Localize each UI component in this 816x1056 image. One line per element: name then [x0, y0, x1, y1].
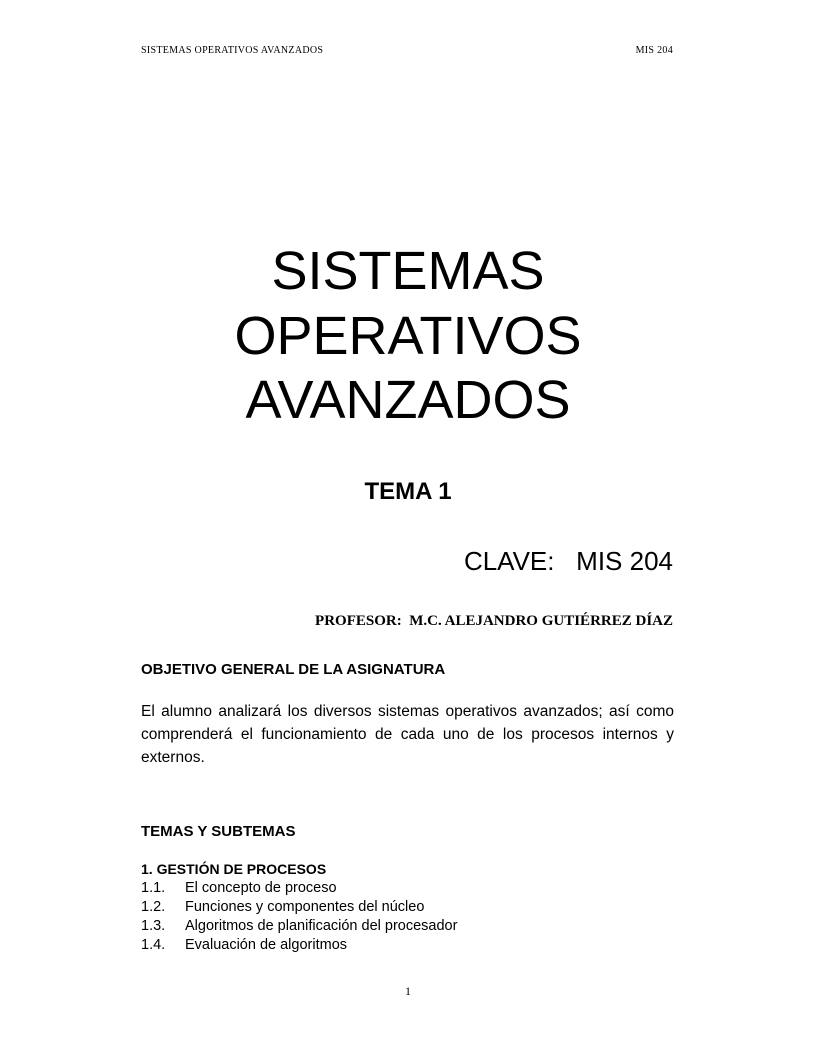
document-title-line-3: AVANZADOS — [245, 370, 571, 430]
subtopic-text: Evaluación de algoritmos — [185, 937, 348, 953]
tema-heading: TEMA 1 — [364, 478, 452, 505]
running-header-code: MIS 204 — [635, 45, 673, 56]
topics-heading: TEMAS Y SUBTEMAS — [141, 823, 296, 840]
list-item — [141, 898, 457, 917]
subtopic-text: El concepto de proceso — [185, 880, 337, 896]
subtopic-number: 1.3. — [141, 918, 166, 934]
running-header-title: SISTEMAS OPERATIVOS AVANZADOS — [141, 45, 324, 56]
list-item — [141, 936, 457, 955]
document-title-line-2: OPERATIVOS — [234, 306, 582, 366]
objective-heading: OBJETIVO GENERAL DE LA ASIGNATURA — [141, 661, 446, 678]
unit-title: 1. GESTIÓN DE PROCESOS — [141, 861, 327, 877]
list-item — [141, 917, 457, 936]
page-number: 1 — [405, 984, 411, 998]
subtopic-number: 1.1. — [141, 880, 166, 896]
objective-paragraph: El alumno analizará los diversos sistemas operativos avanzados; así como comprenderá el funcionamiento de cada uno de los procesos internos y externos. — [141, 703, 674, 766]
subtopic-number: 1.4. — [141, 937, 166, 953]
professor-name: PROFESOR: M.C. ALEJANDRO GUTIÉRREZ DÍAZ — [315, 613, 673, 629]
document-title-line-1: SISTEMAS — [271, 241, 545, 301]
subtopic-text: Funciones y componentes del núcleo — [185, 899, 425, 915]
list-item — [141, 879, 457, 898]
course-code: CLAVE: MIS 204 — [463, 546, 673, 576]
subtopic-text: Algoritmos de planificación del procesador — [185, 918, 458, 934]
subtopic-number: 1.2. — [141, 899, 166, 915]
subtopic-list — [141, 879, 457, 955]
